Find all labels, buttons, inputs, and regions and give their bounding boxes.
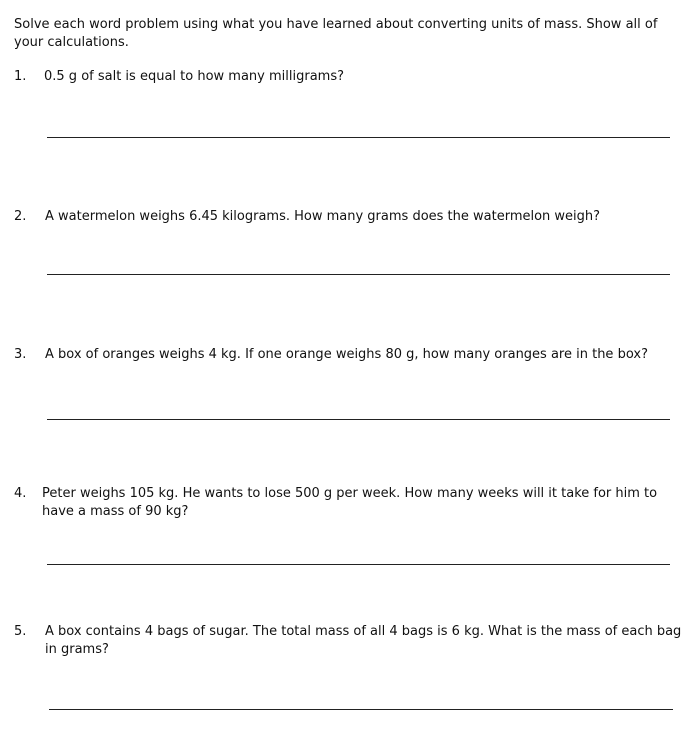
question-number: 5. <box>14 624 27 639</box>
answer-line-1[interactable] <box>47 137 670 138</box>
question-number: 2. <box>14 209 27 224</box>
answer-line-3[interactable] <box>47 419 670 420</box>
question-text: Peter weighs 105 kg. He wants to lose 500 g per week. How many weeks will it take for him to have a mass of 90 kg? <box>42 486 658 519</box>
instructions-text: Solve each word problem using what you have learned about converting units of mass. Show all of your calculations. <box>14 17 658 50</box>
answer-line-5[interactable] <box>49 709 673 710</box>
question-text: 0.5 g of salt is equal to how many milligrams? <box>44 69 344 84</box>
answer-line-2[interactable] <box>47 274 670 275</box>
question-text: A box contains 4 bags of sugar. The total mass of all 4 bags is 6 kg. What is the mass of each bag in grams? <box>45 624 682 657</box>
answer-line-4[interactable] <box>47 564 670 565</box>
question-text: A box of oranges weighs 4 kg. If one orange weighs 80 g, how many oranges are in the box? <box>45 347 648 362</box>
question-number: 1. <box>14 69 27 84</box>
question-number: 3. <box>14 347 27 362</box>
question-number: 4. <box>14 486 27 501</box>
question-text: A watermelon weighs 6.45 kilograms. How many grams does the watermelon weigh? <box>45 209 601 224</box>
